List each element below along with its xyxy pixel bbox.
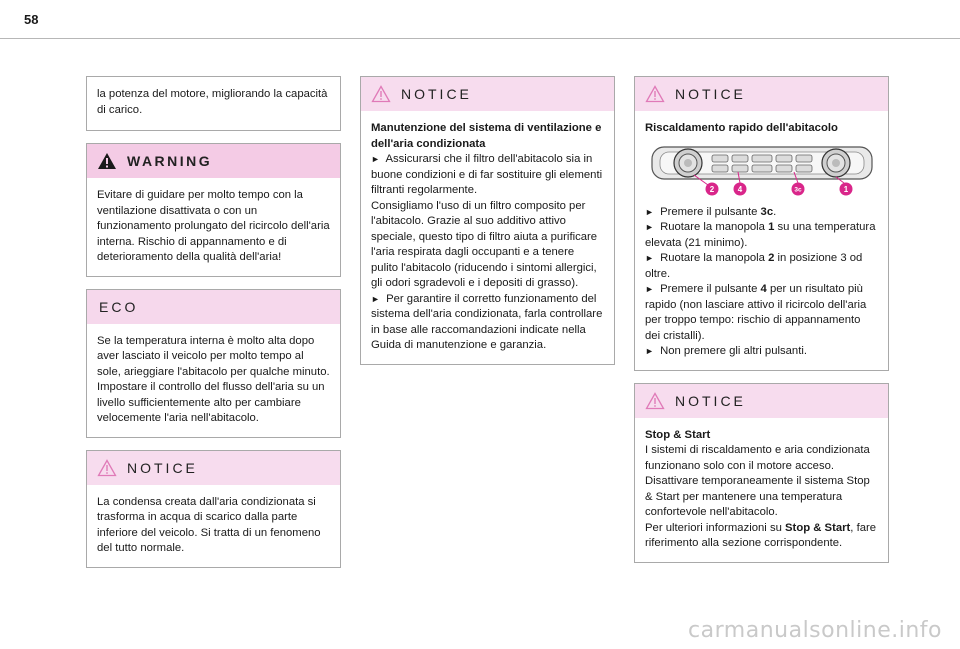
notice-subtitle: Stop & Start [645,428,711,441]
bullet-text: Premere il pulsante [660,205,761,218]
notice-paragraph: Consigliamo l'uso di un filtro composito per l'abitacolo. Grazie al suo additivo attivo speciale, questo tipo di filtro aiuta a purificare l'aria respirata dagli occupanti e a tenere pulito l'abitacolo (riducendo i sintomi allergici, gli odori sgradevoli e i depositi di grasso). [371,199,598,289]
bullet-text: in posizione 3 od oltre. [645,252,863,280]
notice-subtitle: Riscaldamento rapido dell'abitacolo [645,122,838,134]
bullet-marker: ► [371,293,380,304]
bullet-item [645,251,878,282]
notice-body [87,485,340,567]
notice-title: NOTICE [127,459,198,476]
eco-box [86,289,341,438]
bullet-text: Ruotare la manopola [660,252,769,264]
notice-title: NOTICE [675,392,746,409]
warning-icon [97,152,117,170]
notice-paragraph [645,521,878,552]
notice-title: NOTICE [401,86,472,102]
column-1 [86,76,341,580]
callout-label: 1 [843,184,848,194]
bullet-text: Non premere gli altri pulsanti. [660,345,807,357]
warning-title: WARNING [127,153,213,169]
eco-text-1: Se la temperatura interna è molto alta dopo aver lasciato il veicolo per molto tempo al sole, arieggiare l'abitacolo per qualche minuto. [97,334,330,378]
bullet-bold: 3c [760,205,774,218]
notice-icon [645,392,665,410]
notice-box-heating [634,76,889,371]
bullet-item [371,292,604,354]
top-rule [0,38,960,39]
notice-body [635,418,888,562]
left-knob-icon [674,149,702,177]
paragraph-text: , fare riferimento alla sezione corrispondente. [645,521,877,549]
bullet-text: Ruotare la manopola [660,221,769,233]
eco-title: ECO [99,298,139,315]
bullet-bold: 4 [760,283,767,295]
bullet-text: Assicurarsi che il filtro dell'abitacolo sia in buone condizioni e di far sostituire gli elementi filtranti regolarmente. [371,153,603,196]
right-knob-icon [822,149,850,177]
bullet-marker: ► [645,346,654,356]
notice-text: La condensa creata dall'aria condizionata si trasforma in acqua di scarico dalla parte inferiore del veicolo. Si tratta di un fenomeno del tutto normale. [97,495,321,554]
notice-header [87,451,340,485]
eco-header [87,290,340,324]
intro-text: la potenza del motore, migliorando la capacità di carico. [97,88,328,116]
bullet-item [645,344,878,360]
callout-1 [836,177,853,196]
eco-body [87,324,340,437]
bullet-text: su una temperatura elevata (21 minimo). [645,221,876,249]
warning-box [86,143,341,277]
notice-header [635,77,888,111]
page-number: 58 [24,12,39,27]
warning-body [87,178,340,276]
watermark: carmanualsonline.info [688,618,942,643]
bullet-text: Per garantire il corretto funzionamento del sistema dell'aria condizionata, farla controllare in base alle raccomandazioni indicate nella Guida di manutenzione e garanzia. [371,292,603,351]
bullet-marker: ► [645,284,654,294]
bullet-marker: ► [645,222,654,232]
callout-label: 2 [709,184,714,194]
notice-body [361,111,614,364]
column-2 [360,76,615,377]
climate-control-panel-illustration [648,141,876,199]
notice-subtitle: Manutenzione del sistema di ventilazione e dell'aria condizionata [371,122,602,150]
bullet-marker: ► [371,154,380,164]
bullet-text: . [773,205,777,218]
bullet-item [645,205,878,221]
notice-header [635,384,888,418]
notice-box-stop-start [634,383,889,563]
eco-text-2: Impostare il controllo del flusso dell'aria su un livello sufficientemente alto per cambiare velocemente l'aria nell'abitacolo. [97,381,325,424]
notice-icon [371,85,391,103]
bullet-item [371,152,604,199]
paragraph-bold: Stop & Start [785,521,851,534]
bullet-marker: ► [645,253,654,263]
notice-icon [97,459,117,477]
column-3 [634,76,889,575]
notice-box-maintenance [360,76,615,365]
warning-header [87,144,340,178]
notice-title: NOTICE [675,86,746,102]
notice-icon [645,85,665,103]
bullet-bold: 1 [768,221,775,233]
bullet-bold: 2 [768,252,775,264]
paragraph-text: Per ulteriori informazioni su [645,521,786,534]
bullet-text: per un risultato più rapido (non lasciare attivo il ricircolo dell'aria per troppo tempo: rischio di appannamento dei cristalli). [645,283,867,342]
intro-box [86,76,341,131]
bullet-item [645,220,878,251]
bullet-item [645,282,878,344]
bullet-marker: ► [645,206,654,217]
callout-label: 3c [793,186,802,193]
notice-header [361,77,614,111]
notice-paragraph: I sistemi di riscaldamento e aria condizionata funzionano solo con il motore acceso. Disattivare temporaneamente il sistema Stop & Start per mantenere una temperatura confortevole nell'abitacolo. [645,444,870,518]
callout-label: 4 [737,184,742,194]
notice-body [635,111,888,370]
warning-text: Evitare di guidare per molto tempo con la ventilazione disattivata o con un funzionamento prolungato del ricircolo dell'aria interna. Rischio di appannamento e di deterioramento della qualità dell'aria! [97,189,330,263]
notice-box-condensation [86,450,341,568]
bullet-text: Premere il pulsante [660,283,761,295]
